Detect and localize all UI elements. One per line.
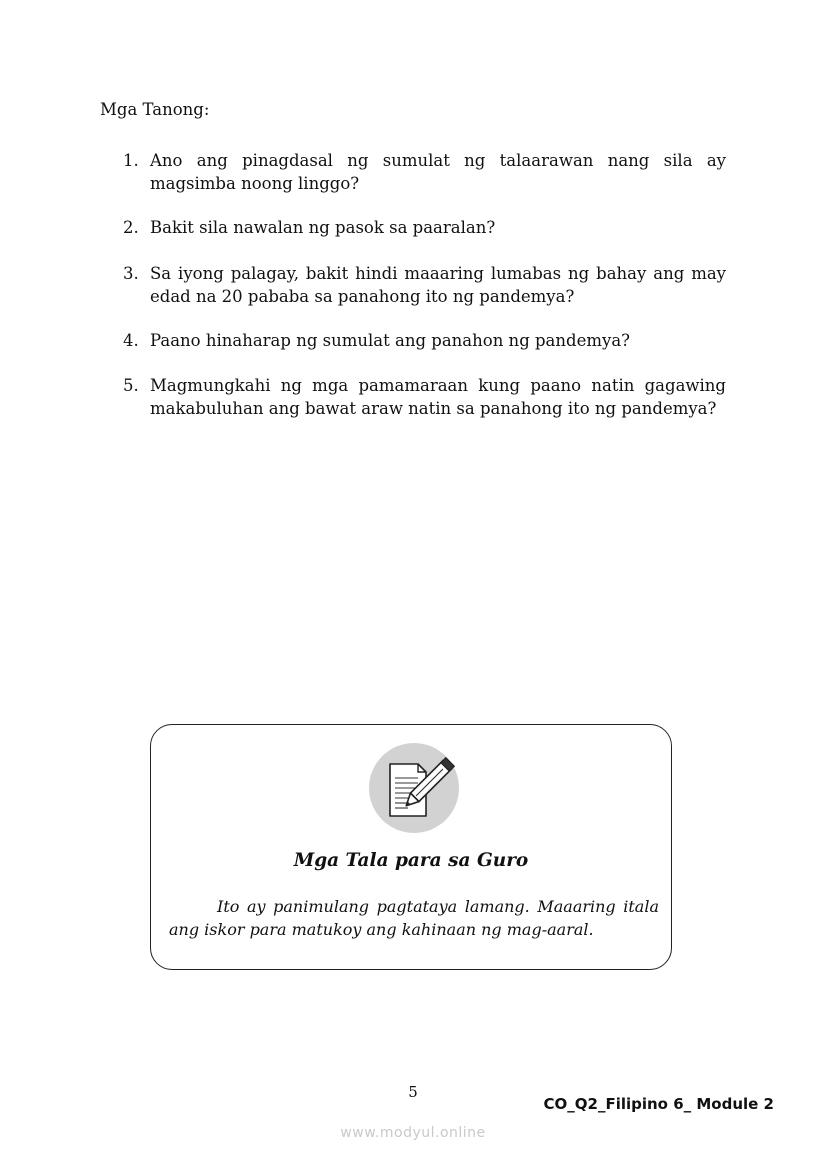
question-number: 4. bbox=[123, 331, 139, 350]
question-text: Paano hinaharap ng sumulat ang panahon ng pandemya? bbox=[150, 331, 630, 350]
teacher-notes-title: Mga Tala para sa Guro bbox=[293, 850, 529, 871]
question-text: Bakit sila nawalan ng pasok sa paaralan? bbox=[150, 218, 496, 237]
question-text: Magmungkahi ng mga pamamaraan kung paano natin gagawing makabuluhan ang bawat araw natin sa panahong ito ng pandemya? bbox=[150, 376, 726, 418]
document-pencil-icon bbox=[368, 742, 460, 834]
question-number: 1. bbox=[123, 151, 139, 170]
question-text: Sa iyong palagay, bakit hindi maaaring lumabas ng bahay ang may edad na 20 pababa sa panahong ito ng pandemya? bbox=[150, 264, 726, 306]
teacher-notes-body: Ito ay panimulang pagtataya lamang. Maaaring itala ang iskor para matukoy ang kahinaan ng mag-aaral. bbox=[169, 897, 659, 939]
question-number: 2. bbox=[123, 218, 139, 237]
question-text: Ano ang pinagdasal ng sumulat ng talaarawan nang sila ay magsimba noong linggo? bbox=[150, 151, 726, 193]
question-item bbox=[123, 149, 726, 195]
question-number: 5. bbox=[123, 376, 139, 395]
questions-heading: Mga Tanong: bbox=[100, 100, 210, 119]
question-item bbox=[123, 216, 726, 239]
teacher-notes-box bbox=[150, 724, 672, 970]
question-item bbox=[123, 262, 726, 308]
question-item bbox=[123, 374, 726, 420]
module-code: CO_Q2_Filipino 6_ Module 2 bbox=[543, 1095, 774, 1113]
page-number: 5 bbox=[408, 1083, 418, 1101]
watermark: www.modyul.online bbox=[340, 1125, 486, 1141]
question-number: 3. bbox=[123, 264, 139, 283]
question-item bbox=[123, 329, 726, 352]
